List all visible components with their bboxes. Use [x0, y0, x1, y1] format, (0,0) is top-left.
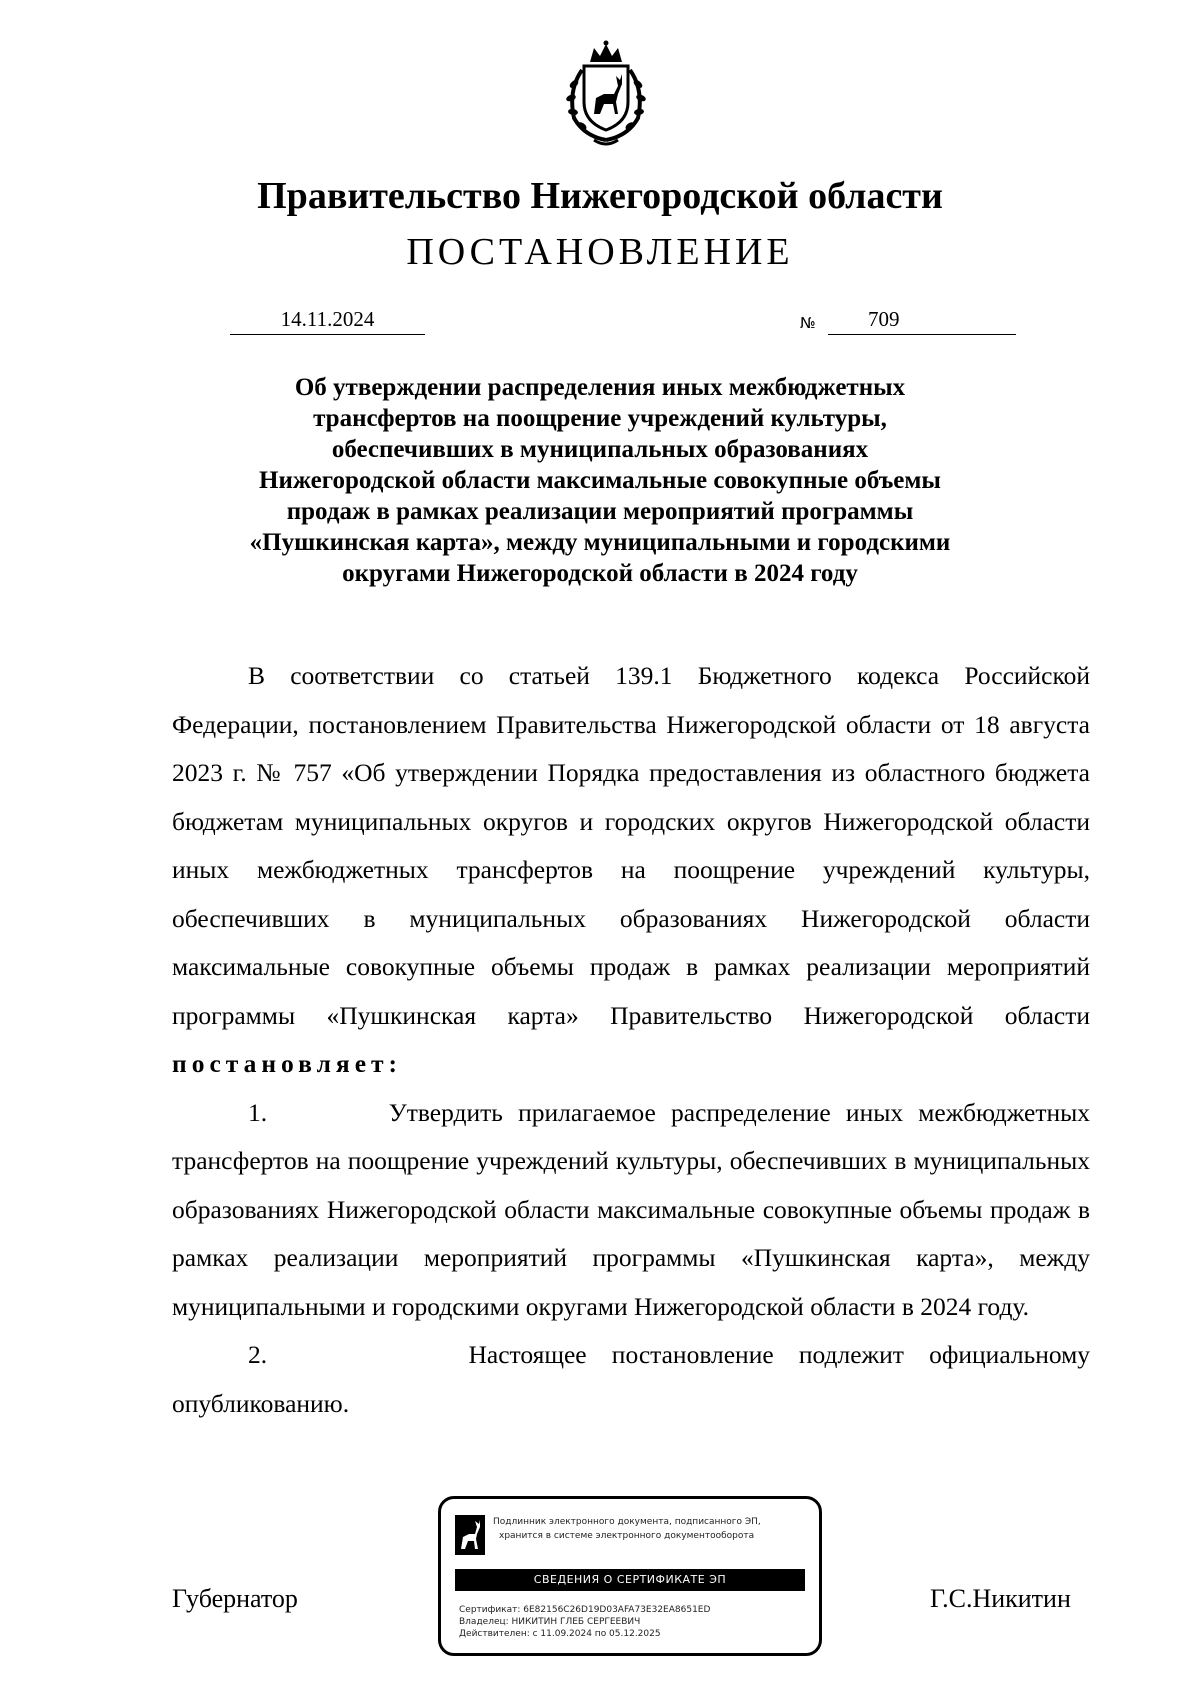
subject-line: Об утверждении распределения иных межбюджетных: [294, 374, 906, 401]
preamble-paragraph: [172, 652, 1090, 1089]
item-2-text: Настоящее постановление подлежит официальному: [468, 1340, 1091, 1369]
preamble-text: В соответствии со статьей 139.1 Бюджетного кодекса Российской Федерации, постановлением Правительства Нижегородской области от 18 августа 2023 г. № 757 «Об утверждении Порядка предоставления из областного бюджета бюджетам муниципальных округов и городских округов Нижегородской области иных межбюджетных трансфертов на поощрение учреждений культуры, обеспечивших в муниципальных образованиях Нижегородской области максимальные совокупные объемы продаж в рамках реализации мероприятий программы «Пушкинская карта» Правительство Нижегородской области: [172, 661, 1090, 1030]
item-2-number: 2.: [248, 1340, 268, 1369]
number-sign: №: [800, 314, 816, 332]
organization-title: Правительство Нижегородской области: [257, 175, 943, 217]
document-number-field: [828, 306, 1016, 335]
subject-line: округами Нижегородской области в 2024 году: [342, 560, 858, 587]
subject-line: Нижегородской области максимальные совокупные объемы: [259, 467, 941, 494]
subject-line: обеспечивших в муниципальных образованиях: [331, 436, 869, 463]
item-1-number: 1.: [248, 1097, 268, 1127]
item-2-continuation: опубликованию.: [172, 1388, 350, 1418]
stamp-validity: Действителен: с 11.09.2024 по 05.12.2025: [459, 1629, 661, 1639]
item-2-paragraph: [172, 1331, 1090, 1380]
document-subject: [150, 372, 1050, 589]
stamp-storage-line: хранится в системе электронного документооборота: [499, 1531, 755, 1541]
stamp-certificate-id: Сертификат: 6E82156C26D19D03AFA73E32EA8651ED: [459, 1605, 711, 1615]
signatory-name: Г.С.Никитин: [930, 1584, 1071, 1613]
subject-line: трансфертов на поощрение учреждений культуры,: [313, 405, 887, 432]
signatory-position: Губернатор: [172, 1584, 298, 1613]
stamp-original-line: Подлинник электронного документа, подписанного ЭП,: [493, 1517, 761, 1527]
document-body: [172, 652, 1090, 1428]
subject-line: «Пушкинская карта», между муниципальными и городскими: [249, 529, 951, 556]
document-date: 14.11.2024: [230, 306, 425, 335]
stamp-certificate-title: СВЕДЕНИЯ О СЕРТИФИКАТЕ ЭП: [455, 1569, 805, 1591]
item-1-paragraph: [172, 1089, 1090, 1332]
document-type: ПОСТАНОВЛЕНИЕ: [406, 231, 794, 273]
electronic-signature-stamp: [438, 1496, 822, 1656]
deer-emblem-icon: [455, 1515, 485, 1555]
subject-line: продаж в рамках реализации мероприятий программы: [286, 498, 914, 525]
stamp-owner: Владелец: НИКИТИН ГЛЕБ СЕРГЕЕВИЧ: [459, 1617, 641, 1627]
decree-word: постановляет:: [172, 1049, 403, 1078]
coat-of-arms-icon: [560, 40, 652, 148]
document-number: 709: [868, 307, 900, 331]
item-1-text: Утвердить прилагаемое распределение иных межбюджетных трансфертов на поощрение учреждений культуры, обеспечивших в муниципальных образованиях Нижегородской области максимальные совокупные объемы продаж в рамках реализации мероприятий программы «Пушкинская карта», между муниципальными и городскими округами Нижегородской области в 2024 году.: [172, 1097, 1091, 1321]
